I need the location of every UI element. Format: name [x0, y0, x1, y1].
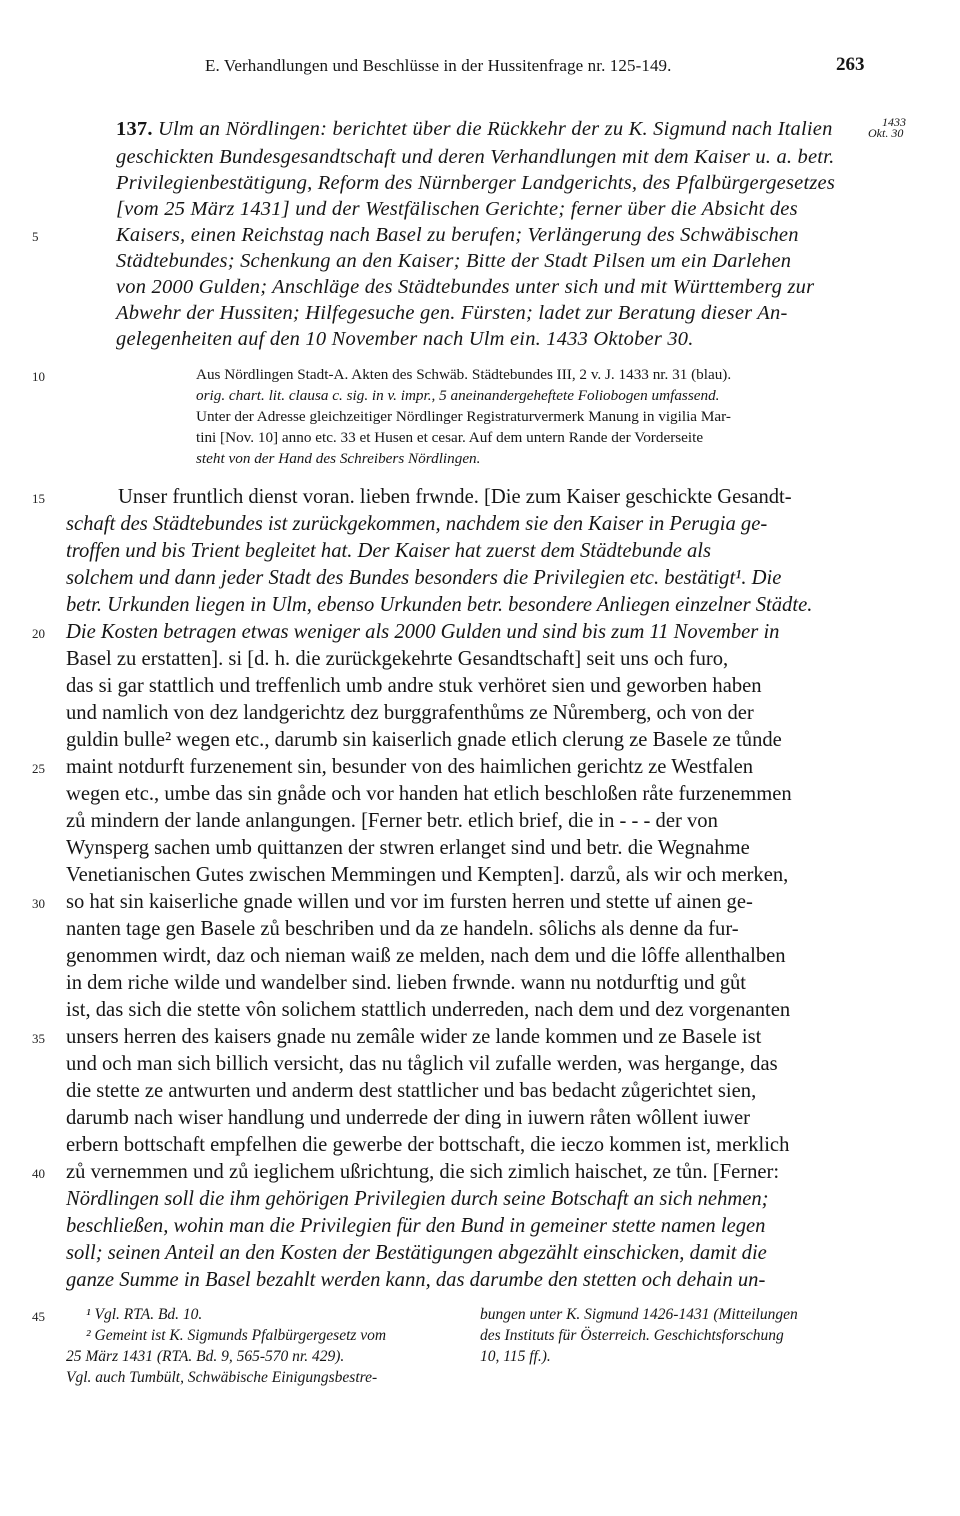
- footnote-right-1: bungen unter K. Sigmund 1426-1431 (Mitteilungen: [480, 1306, 798, 1323]
- heading-line-6: Städtebundes; Schenkung an den Kaiser; Bitte der Stadt Pilsen um ein Darlehen: [116, 250, 792, 272]
- body-line-25: erbern bottschaft empfelhen die gewerbe der bottschaft, die ieczo kommen ist, merklich: [66, 1134, 790, 1156]
- body-line-28: beschließen, wohin man die Privilegien für den Bund in gemeiner stette namen legen: [66, 1215, 766, 1237]
- source-line-1: Aus Nördlingen Stadt-A. Akten des Schwäb. Städtebundes III, 2 v. J. 1433 nr. 31 (blau).: [196, 366, 732, 383]
- body-line-29: soll; seinen Anteil an den Kosten der Bestätigungen abgezählt einschicken, damit die: [66, 1242, 767, 1264]
- heading-text: Ulm an Nördlingen: berichtet über die Rückkehr der zu K. Sigmund nach Italien: [158, 118, 833, 140]
- heading-line-8: Abwehr der Hussiten; Hilfegesuche gen. Fürsten; ladet zur Beratung dieser An-: [116, 302, 788, 324]
- body-line-19: in dem riche wilde und wandelber sind. lieben frwnde. wann nu notdurftig und gůt: [66, 972, 747, 994]
- body-line-7: Basel zu erstatten]. si [d. h. die zurückgekehrte Gesandtschaft] seit uns och furo,: [66, 648, 729, 670]
- heading-line-3: Privilegienbestätigung, Reform des Nürnberger Landgerichts, des Pfalbürgergesetzes: [116, 172, 836, 194]
- body-line-17: nanten tage gen Basele zů beschriben und da ze handeln. sôlichs als denne da fur-: [66, 918, 739, 940]
- source-line-5: steht von der Hand des Schreibers Nördlingen.: [196, 450, 481, 467]
- body-line-8: das si gar stattlich und treffenlich umb andre stuk verhöret sien und geworben haben: [66, 675, 762, 697]
- body-line-27: Nördlingen soll die ihm gehörigen Privilegien durch seine Botschaft an sich nehmen;: [66, 1188, 769, 1210]
- footnote-left-1: ¹ Vgl. RTA. Bd. 10.: [86, 1306, 203, 1323]
- body-line-20: ist, das sich die stette vôn solichem stattlich underreden, nach dem und dez vorgenanten: [66, 999, 791, 1021]
- body-line-24: darumb nach wiser handlung und underrede der ding in iuwern råten wôllent iuwer: [66, 1107, 750, 1129]
- body-line-30: ganze Summe in Basel bezahlt werden kann, das darumbe den stetten och dehain un-: [66, 1269, 766, 1291]
- body-line-1: Unser fruntlich dienst voran. lieben frwnde. [Die zum Kaiser geschickte Gesandt-: [118, 486, 792, 508]
- line-number: 45: [32, 1309, 45, 1324]
- footnote-right-3: 10, 115 ff.).: [480, 1348, 551, 1365]
- footnote-left-4: Vgl. auch Tumbült, Schwäbische Einigungsbestre-: [66, 1369, 378, 1386]
- body-line-22: und och man sich billich versicht, das nu tåglich vil zufalle werden, was hergange, das: [66, 1053, 778, 1075]
- body-line-14: Wynsperg sachen umb quittanzen der stwren erlanget sind und betr. die Wegnahme: [66, 837, 750, 859]
- heading-line-4: [vom 25 März 1431] und der Westfälischen Gerichte; ferner über die Absicht des: [116, 198, 798, 220]
- body-line-16: so hat sin kaiserliche gnade willen und vor im fursten herren und stette uf ainen ge-: [66, 891, 753, 913]
- document-number: 137.: [116, 118, 153, 140]
- body-line-9: und namlich von dez landgerichtz dez burggrafenthůms ze Nůremberg, och von der: [66, 702, 754, 724]
- body-line-3: troffen und bis Trient begleitet hat. Der Kaiser hat zuerst dem Städtebunde als: [66, 540, 712, 562]
- line-number: 5: [32, 229, 39, 244]
- footnote-left-3: 25 März 1431 (RTA. Bd. 9, 565-570 nr. 429).: [66, 1348, 345, 1365]
- body-line-13: zů mindern der lande anlangungen. [Ferner betr. etlich brief, die in - - - der von: [66, 810, 718, 832]
- body-line-12: wegen etc., umbe das sin gnåde och vor handen hat etlich beschloßen råte furzenemmen: [66, 783, 792, 805]
- body-line-18: genommen wirdt, daz och nieman waiß ze melden, nach dem und die lôffe allenthalben: [66, 945, 786, 967]
- line-number: 10: [32, 369, 45, 384]
- body-line-5: betr. Urkunden liegen in Ulm, ebenso Urkunden betr. besondere Anliegen einzelner Städte.: [66, 594, 813, 616]
- margin-date: [868, 117, 918, 139]
- footnote-left-2: ² Gemeint ist K. Sigmunds Pfalbürgergesetz vom: [86, 1327, 387, 1344]
- line-number: 35: [32, 1031, 45, 1046]
- line-number: 40: [32, 1166, 45, 1181]
- page-number: 263: [836, 54, 865, 75]
- margin-year: 1433: [882, 115, 906, 129]
- running-head: E. Verhandlungen und Beschlüsse in der Hussitenfrage nr. 125-149.: [205, 56, 672, 75]
- line-number: 20: [32, 626, 45, 641]
- body-line-23: die stette ze antwurten und anderm dest stattlicher und bas bedacht zůgerichtet sien,: [66, 1080, 757, 1102]
- body-line-26: zů vernemmen und zů ieglichem ußrichtung, die sich zimlich haischet, ze tůn. [Ferner:: [66, 1161, 780, 1183]
- source-line-4: tini [Nov. 10] anno etc. 33 et Husen et cesar. Auf dem untern Rande der Vorderseite: [196, 429, 704, 446]
- body-line-6: Die Kosten betragen etwas weniger als 2000 Gulden und sind bis zum 11 November in: [66, 621, 780, 643]
- source-line-3: Unter der Adresse gleichzeitiger Nördlinger Registraturvermerk Manung in vigilia Mar-: [196, 408, 731, 425]
- heading-line-9: gelegenheiten auf den 10 November nach Ulm ein. 1433 Oktober 30.: [116, 328, 694, 350]
- source-line-2: orig. chart. lit. clausa c. sig. in v. impr., 5 aneinandergeheftete Foliobogen umfassend.: [196, 387, 720, 404]
- body-line-11: maint notdurft furzenement sin, besunder von des haimlichen gerichtz ze Westfalen: [66, 756, 754, 778]
- body-line-4: solchem und dann jeder Stadt des Bundes besonders die Privilegien etc. bestätigt¹. Die: [66, 567, 782, 589]
- body-line-15: Venetianischen Gutes zwischen Memmingen und Kempten]. darzů, als wir och merken,: [66, 864, 789, 886]
- heading-line-5: Kaisers, einen Reichstag nach Basel zu berufen; Verlängerung des Schwäbischen: [116, 224, 799, 246]
- heading-line-7: von 2000 Gulden; Anschläge des Städtebundes unter sich und mit Württemberg zur: [116, 276, 815, 298]
- body-line-21: unsers herren des kaisers gnade nu zemâle wider ze lande kommen und ze Basele ist: [66, 1026, 762, 1048]
- line-number: 25: [32, 761, 45, 776]
- body-line-2: schaft des Städtebundes ist zurückgekommen, nachdem sie den Kaiser in Perugia ge-: [66, 513, 768, 535]
- line-number: 30: [32, 896, 45, 911]
- body-line-10: guldin bulle² wegen etc., darumb sin kaiserlich gnade etlich clerung ze Basele ze tůnde: [66, 729, 782, 751]
- heading-line-1: [116, 118, 833, 141]
- heading-line-2: geschickten Bundesgesandtschaft und deren Verhandlungen mit dem Kaiser u. a. betr.: [116, 146, 835, 168]
- line-number: 15: [32, 491, 45, 506]
- margin-day: Okt. 30: [868, 126, 904, 140]
- footnote-right-2: des Instituts für Österreich. Geschichtsforschung: [480, 1327, 784, 1344]
